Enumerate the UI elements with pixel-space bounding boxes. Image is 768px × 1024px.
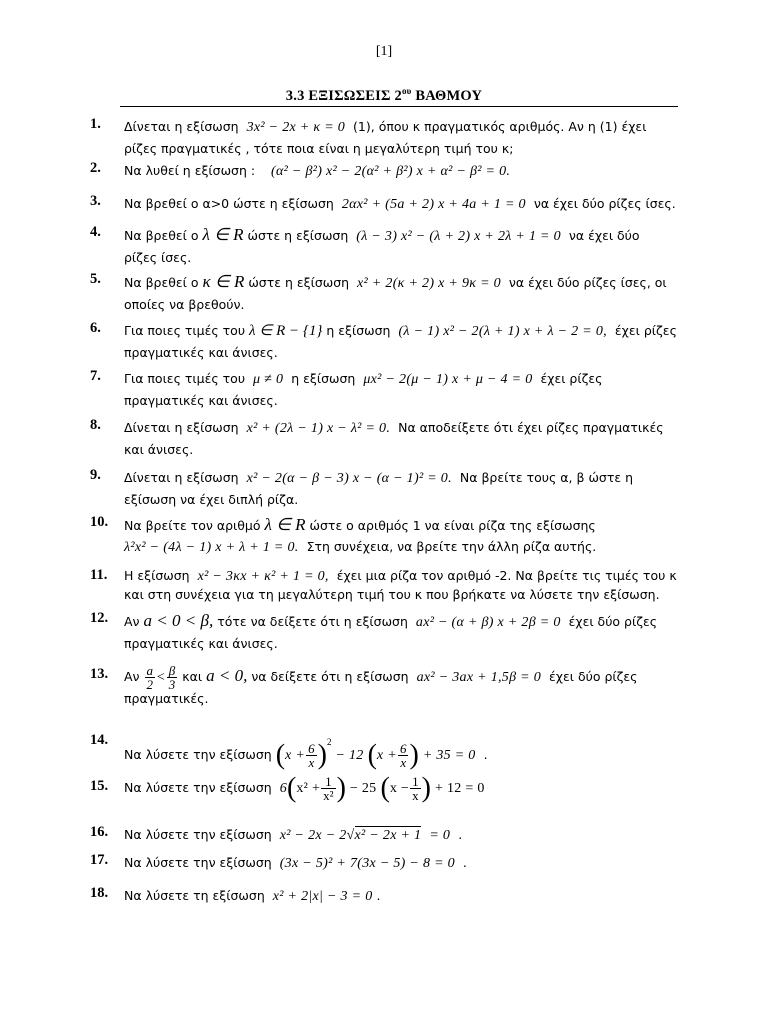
exercise-number: 2. [90,160,101,176]
exercise-text-a: Να λυθεί η εξίσωση : [124,163,256,178]
exercise-text-a: Να λύσετε την εξίσωση [124,780,272,795]
period: . [462,855,467,870]
exercise-text-a: Να λύσετε την εξίσωση [124,855,272,870]
fraction-numerator: 1 [321,775,335,789]
exercise-text [124,610,676,654]
section-title-suffix: ΒΑΘΜΟΥ [411,88,483,104]
exercise-text-a: Να βρεθεί ο α>0 ώστε η εξίσωση [124,196,334,211]
equation: x² + 2(κ + 2) x + 9κ = 0 [357,276,501,291]
page-number: [1] [375,44,393,59]
less-than: < [156,670,166,685]
exercise-text-b: ώστε ο αριθμός 1 να είναι ρίζα της εξίσωσης [309,518,596,533]
equation: (α² − β²) x² − 2(α² + β²) x + α² − β² = 0. [271,164,511,179]
exercise-number: 15. [90,778,109,794]
exercise-text-a: Να λύσετε τη εξίσωση [124,888,265,903]
exercise-text-a: Δίνεται η εξίσωση [124,470,239,485]
exercise-text [124,368,676,411]
exercise-line-2: οποίες να βρεθούν. [124,297,245,312]
exercise-text-c: να έχει δύο ρίζες ίσες, οι [508,275,667,290]
fraction-numerator: a [146,663,154,678]
equation: 2αx² + (5a + 2) x + 4a + 1 = 0 [341,197,526,212]
fraction-6-over-x [306,742,317,769]
set-condition: λ ∈ R [202,225,244,244]
set-condition: λ ∈ R − {1} [249,323,323,339]
exercise-text-a: Να λύσετε την εξίσωση [124,827,272,842]
exercise-text-b: ώστε η εξίσωση [247,228,349,243]
exercise-text-b: να έχει δύο ρίζες ίσες. [533,196,676,211]
period: . [483,747,488,762]
fraction-a-over-2 [145,664,156,691]
exercise-number: 3. [90,193,101,209]
exercise-line-2: πραγματικές και άνισες. [124,345,278,360]
exercise-text [124,193,676,215]
exercise-number: 4. [90,224,101,240]
equation: λ²x² − (4λ − 1) x + λ + 1 = 0. [124,540,299,555]
equation-part: x + [376,748,397,763]
exercise-text-a: Δίνεται η εξίσωση [124,119,239,134]
exercise-text-b: Να αποδείξετε ότι έχει ρίζες πραγματικές [398,420,664,435]
fraction-numerator: 6 [308,741,315,756]
close-paren: ) [421,772,431,804]
exercise-text [124,467,676,510]
equation-part: + 35 = 0 [422,748,476,763]
exercise-line-2: πραγματικές και άνισες. [124,393,278,408]
exercise-line-2: και άνισες. [124,442,194,457]
equation: x² − 3κx + κ² + 1 = 0, [197,569,329,584]
fraction-1-over-x-squared [321,775,335,802]
exercise-text [124,160,676,182]
equation-part: + 12 = 0 [434,781,485,796]
fraction-numerator: β [167,664,178,678]
fraction-denominator: x [400,755,407,770]
equation: x² + 2|x| − 3 = 0 [272,889,373,904]
fraction-denominator: 2 [146,677,154,692]
exercise-number: 13. [90,666,109,682]
exercise-line-2: εξίσωση να έχει διπλή ρίζα. [124,492,299,507]
fraction-denominator: x [308,755,315,770]
fraction-denominator: x [412,788,419,803]
set-condition: λ ∈ R [264,515,306,534]
section-title-text: 3.3 ΕΞΙΣΩΣΕΙΣ 2 [285,88,402,104]
exercise-text-b: (1), όπου κ πραγματικός αριθμός. Αν η (1) έχει [353,119,647,134]
exercise-number: 18. [90,885,109,901]
exercise-text-c: έχει δύο ρίζες [568,614,658,629]
exercise-text [124,824,676,846]
exercise-line-2: ρίζες ίσες. [124,250,192,265]
exercise-number: 7. [90,368,101,384]
equation-part: = 0 [429,828,451,843]
exercise-text [124,658,676,709]
exercise-line-2: ρίζες πραγματικές , τότε ποια είναι η μεγαλύτερη τιμή του κ; [124,141,514,156]
section-title-superscript: ου [401,86,412,96]
title-underline [120,106,678,107]
exercise-number: 5. [90,271,101,287]
exercise-text [124,768,676,809]
set-condition: μ ≠ 0 [253,372,284,387]
exercise-text [124,417,676,460]
fraction-denominator: 3 [168,677,176,692]
close-paren: ) [317,739,327,771]
open-paren: ( [287,772,297,804]
fraction-numerator: 6 [399,741,407,756]
exercise-text-a: Δίνεται η εξίσωση [124,420,239,435]
exercise-number: 8. [90,417,101,433]
exercise-text-b: η εξίσωση [291,371,356,386]
equation-part: x² + [296,781,321,796]
equation: (3x − 5)² + 7(3x − 5) − 8 = 0 [279,856,455,871]
exercise-text-a: Αν [124,614,140,629]
close-paren: ) [409,739,419,771]
exercise-text [124,320,676,363]
exercise-number: 6. [90,320,101,336]
exercise-text [124,885,676,907]
fraction-b-over-3 [167,664,178,691]
equation: (λ − 3) x² − (λ + 2) x + 2λ + 1 = 0 [356,229,561,244]
exercise-text-a: Για ποιες τιμές του [124,323,246,338]
exercise-text [124,116,676,159]
equation: x² + (2λ − 1) x − λ² = 0. [246,421,391,436]
exercise-line-2: πραγματικές. [124,691,209,706]
square-root-radicand: x² − 2x + 1 [354,828,422,843]
exercise-text [124,224,676,268]
fraction-denominator: x² [323,788,334,803]
open-paren: ( [275,739,286,771]
exercise-text [124,567,676,604]
exercise-number: 9. [90,467,101,483]
equation-part: − 12 [335,748,364,763]
exercise-text-b: η εξίσωση [326,323,391,338]
exercise-text [124,514,676,558]
equation-part: − 25 [349,781,377,796]
open-paren: ( [367,739,377,771]
set-condition: κ ∈ R [202,272,245,291]
close-paren: ) [336,772,346,804]
exercise-text-c: έχει ρίζες [540,371,603,386]
fraction-numerator: 1 [412,774,419,789]
exercise-number: 1. [90,116,101,132]
exercise-number: 17. [90,852,109,868]
exercise-text-a: Να λύσετε την εξίσωση [124,747,272,762]
condition: a < 0 < β, [143,611,214,630]
exercise-text [124,852,676,874]
condition: a < 0, [206,666,248,685]
equation-part: x − [389,781,410,796]
exercise-number: 10. [90,514,109,530]
exercise-number: 11. [90,567,108,583]
equation: 3x² − 2x + κ = 0 [246,120,346,135]
exercise-number: 16. [90,824,109,840]
exercise-text-a: Να βρεθεί ο [124,228,199,243]
exercise-text-a: Η εξίσωση [124,568,190,583]
exercise-text-b: ώστε η εξίσωση [248,275,350,290]
open-paren: ( [380,772,390,804]
exercise-text-b: έχει μια ρίζα τον αριθμό -2. Να βρείτε τις τιμές του κ [336,568,677,583]
exercise-text [124,271,676,315]
period: . [458,827,463,842]
exercise-number: 14. [90,732,109,748]
exercise-text-c: να δείξετε ότι η εξίσωση [251,669,409,684]
equation-part: x² − 2x − 2√ [279,828,355,843]
exponent: 2 [326,737,332,747]
period: . [376,888,381,903]
fraction-1-over-x [410,775,421,802]
exercise-text-b: Να βρείτε τους α, β ώστε η [459,470,634,485]
equation: ax² − (α + β) x + 2β = 0 [415,615,561,630]
equation: (λ − 1) x² − 2(λ + 1) x + λ − 2 = 0, [398,324,607,339]
equation: ax² − 3ax + 1,5β = 0 [416,670,542,685]
equation: μx² − 2(μ − 1) x + μ − 4 = 0 [363,372,533,387]
exercise-text-a: Να βρεθεί ο [124,275,199,290]
exercise-line-2: Στη συνέχεια, να βρείτε την άλλη ρίζα αυτής. [306,539,597,554]
fraction-6-over-x [398,742,409,769]
exercise-line-2: πραγματικές και άνισες. [124,636,278,651]
exercise-line-2: και στη συνέχεια για τη μεγαλύτερη τιμή του κ που βρήκατε να λύσετε την εξίσωση. [124,587,660,602]
exercise-text-a: Να βρείτε τον αριθμό [124,518,261,533]
exercise-text-a: Για ποιες τιμές του [124,371,246,386]
exercise-text-a: Αν [124,669,140,684]
equation: x² − 2(α − β − 3) x − (α − 1)² = 0. [246,471,452,486]
equation-part: x + [285,748,306,763]
equation-part: 6 [279,781,288,796]
exercise-text-d: έχει δύο ρίζες [549,669,638,684]
exercise-text-c: έχει ρίζες [614,323,677,338]
section-title [0,86,768,105]
exercise-number: 12. [90,610,109,626]
exercise-text-b: και [182,669,203,684]
exercise-text-c: να έχει δύο [568,228,640,243]
exercise-text-b: τότε να δείξετε ότι η εξίσωση [217,614,408,629]
